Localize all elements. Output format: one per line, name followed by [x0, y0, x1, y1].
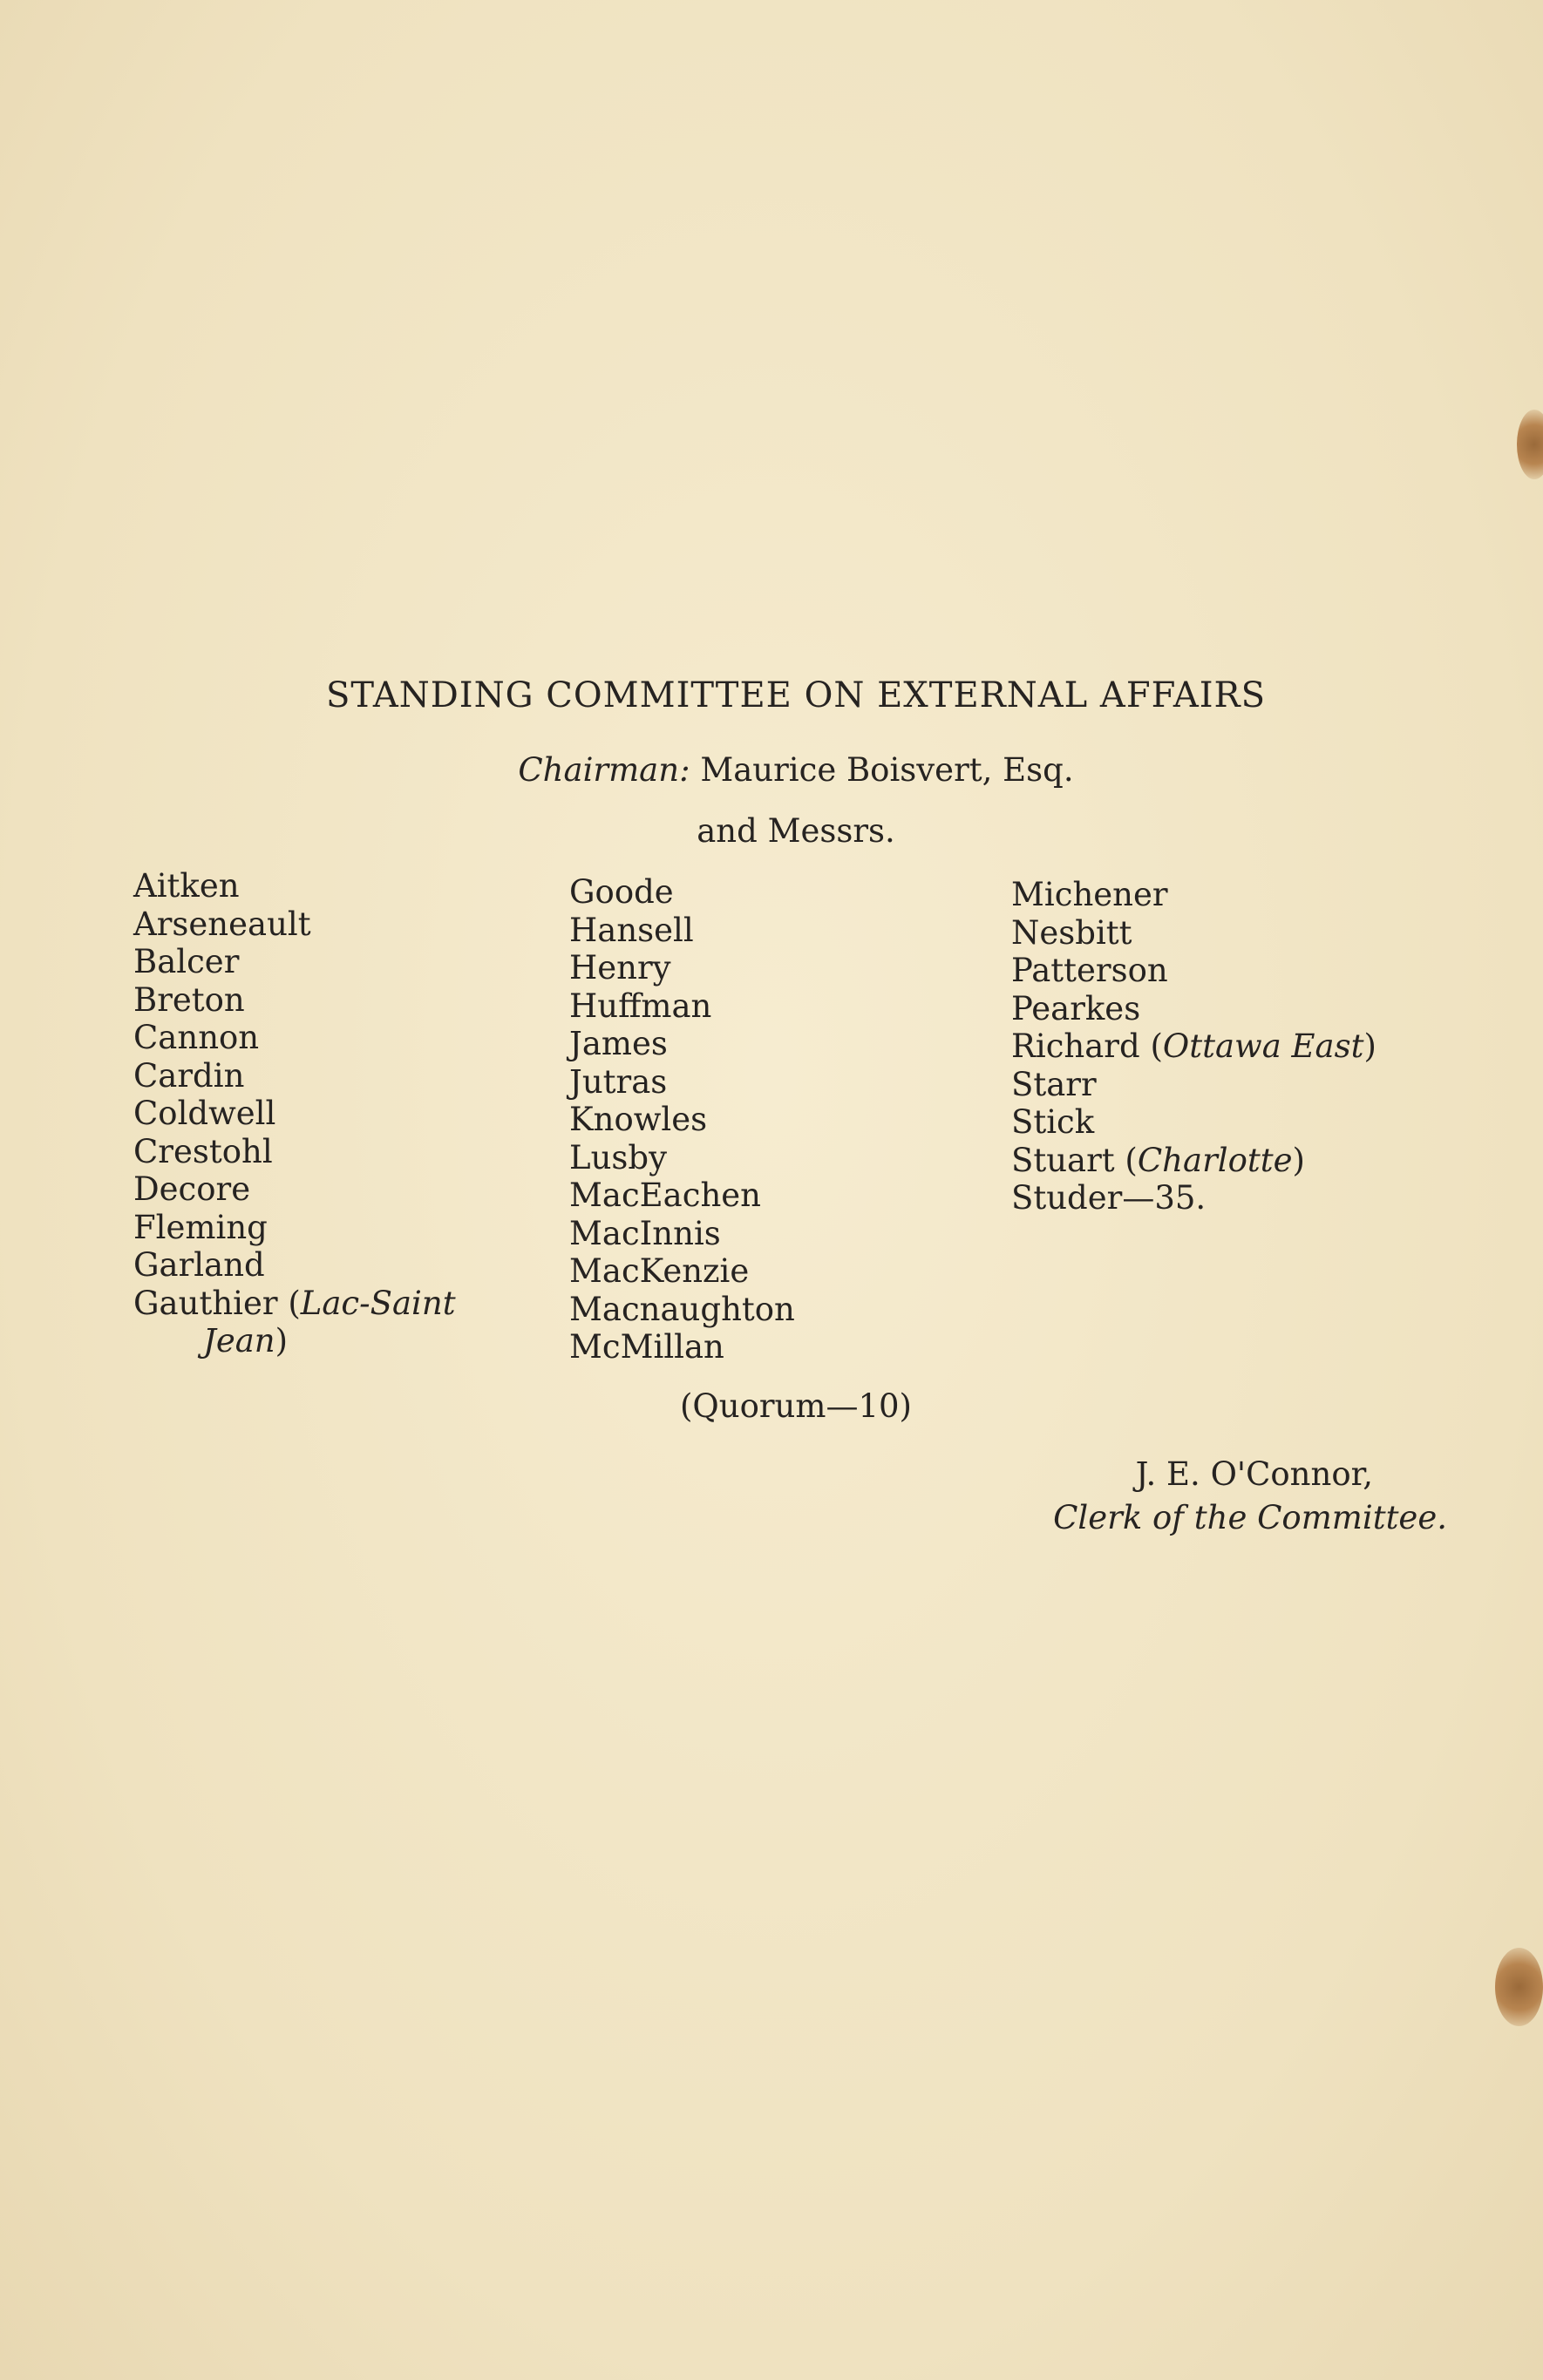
member-name: Coldwell — [133, 1095, 276, 1132]
member-name: Pearkes — [1011, 989, 1141, 1027]
messrs-line: and Messrs. — [697, 812, 895, 850]
committee-heading: STANDING COMMITTEE ON EXTERNAL AFFAIRS — [325, 675, 1267, 715]
member-stuart: Stuart (Charlotte) — [1011, 1141, 1305, 1179]
member-name: Stick — [1011, 1103, 1095, 1141]
member-name: Balcer — [133, 943, 240, 980]
member-name: James — [569, 1025, 668, 1062]
member-riding: Ottawa East — [1162, 1027, 1364, 1065]
member-name: Decore — [133, 1170, 251, 1208]
member-name: Patterson — [1011, 952, 1168, 989]
member-name: Michener — [1011, 876, 1168, 913]
clerk-title: Clerk of the Committee. — [1053, 1499, 1447, 1536]
member-name: Knowles — [569, 1101, 708, 1138]
member-name: Garland — [133, 1246, 265, 1284]
clerk-name: J. E. O'Connor, — [1135, 1455, 1373, 1493]
member-riding: Charlotte — [1137, 1141, 1293, 1179]
member-name: Cardin — [133, 1056, 245, 1095]
member-gauthier: Gauthier (Lac-Saint — [133, 1284, 456, 1322]
members-column-2 — [569, 873, 795, 1366]
member-name: Aitken — [133, 867, 240, 905]
member-name: Crestohl — [133, 1132, 273, 1170]
chairman-name: Maurice Boisvert, Esq. — [700, 751, 1074, 789]
member-name: Starr — [1011, 1065, 1097, 1103]
member-name: Cannon — [133, 1019, 260, 1056]
member-name: Stuart — [1011, 1141, 1115, 1179]
paper-stain — [1495, 1948, 1543, 2026]
chairman-line — [0, 751, 1543, 789]
member-name: Jutras — [569, 1062, 668, 1101]
member-name: Arseneault — [133, 905, 311, 943]
member-name: Lusby — [569, 1138, 667, 1176]
member-riding-continued: Jean) — [203, 1322, 289, 1360]
member-name: Goode — [569, 873, 674, 911]
quorum-line: (Quorum—10) — [680, 1387, 912, 1425]
member-name: McMillan — [569, 1328, 724, 1366]
member-name: Macnaughton — [569, 1290, 795, 1328]
member-name: Hansell — [569, 911, 694, 949]
member-name: Nesbitt — [1011, 913, 1132, 952]
member-name: Breton — [133, 980, 245, 1019]
members-column-3 — [1011, 876, 1376, 1217]
member-name: Richard — [1011, 1027, 1140, 1065]
member-name: Huffman — [569, 987, 712, 1025]
member-name: Studer—35. — [1011, 1179, 1207, 1217]
member-name: Fleming — [133, 1208, 268, 1246]
member-riding: Lac-Saint — [300, 1284, 456, 1322]
paper-stain — [1517, 410, 1543, 479]
chairman-label: Chairman: — [518, 751, 690, 789]
member-riding: Jean — [203, 1322, 275, 1360]
member-name: Gauthier — [133, 1284, 278, 1322]
member-name: MacEachen — [569, 1176, 762, 1214]
member-name: MacInnis — [569, 1214, 721, 1252]
members-column-1 — [133, 867, 456, 1360]
member-richard: Richard (Ottawa East) — [1011, 1027, 1376, 1065]
member-name: Henry — [569, 949, 671, 987]
member-name: MacKenzie — [569, 1252, 750, 1290]
